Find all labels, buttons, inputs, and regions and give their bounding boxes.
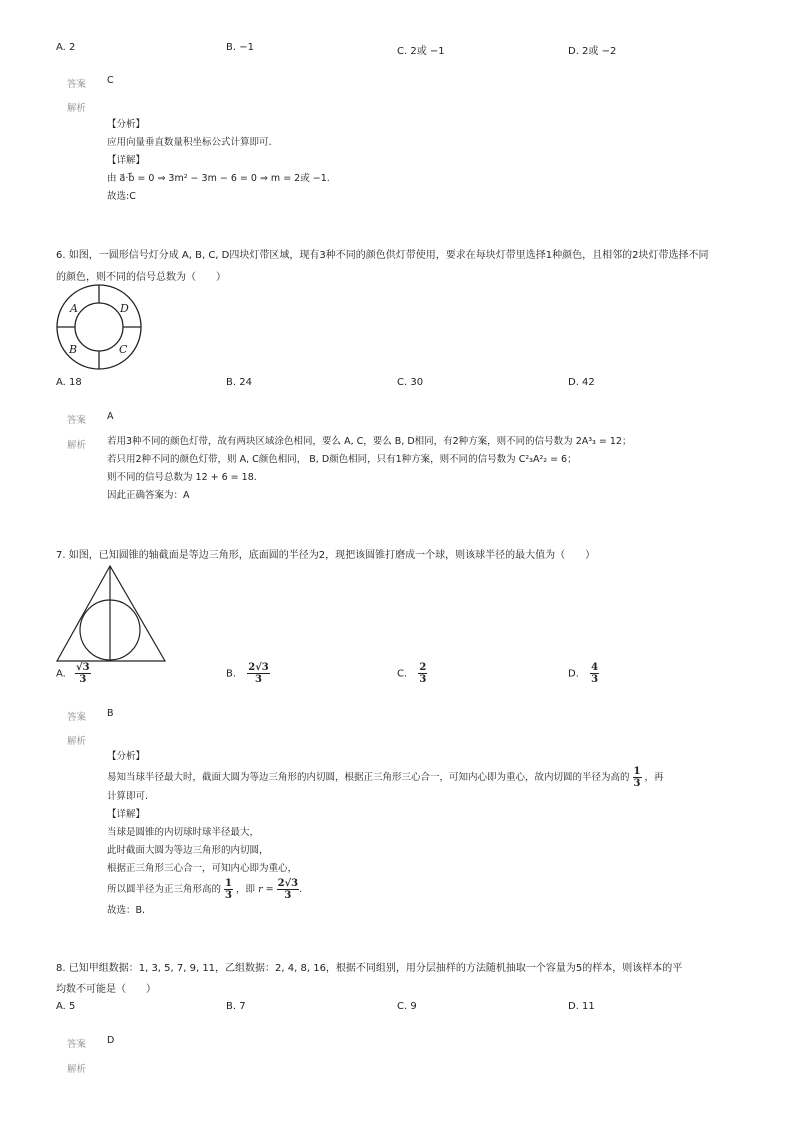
q6-answer: A [107, 411, 114, 422]
q5-analysis-label: 解析 [67, 103, 87, 114]
q7-line: 根据正三角形三心合一，可知内心即为重心， [107, 863, 298, 874]
region-b-label: B [69, 343, 78, 356]
q7-stem: 7. 如图，已知圆锥的轴截面是等边三角形，底面圆的半径为2，现把该圆锥打磨成一个球，则该球半径的最大值为（ ） [56, 550, 596, 561]
q8-option-c: C. 9 [397, 1001, 417, 1012]
q8-option-a: A. 5 [56, 1001, 76, 1012]
region-a-label: A [70, 302, 78, 315]
q7-line: 计算即可. [107, 791, 149, 802]
q6-option-d: D. 42 [568, 377, 595, 388]
q6-line: 若用3种不同的颜色灯带，故有两块区域涂色相同，要么 A, C，要么 B, D相同，有2种方案，则不同的信号数为 2A³₃ = 12； [107, 436, 632, 447]
q7-option-d: D. $\frac{4}{3}$ [568, 662, 599, 685]
q5-line: 【分析】 [107, 119, 146, 130]
q7-option-c: C. $\frac{2}{3}$ [397, 662, 427, 685]
q8-stem: 均数不可能是（ ） [56, 984, 156, 995]
q6-signal-ring-figure [52, 282, 146, 372]
q7-line: 易知当球半径最大时，截面大圆为等边三角形的内切圆，根据正三角形三心合一，可知内心即为重心，故内切圆的半径为高的 $\frac{1}{3}$ ，再 [107, 766, 664, 789]
q5-answer-label: 答案 [67, 79, 87, 90]
q7-analysis-label: 解析 [67, 736, 87, 747]
q7-option-b: B. $\frac{2√3}{3}$ [226, 662, 269, 685]
q7-line: 当球是圆锥的内切球时球半径最大， [107, 827, 260, 838]
q6-line: 因此正确答案为：A [107, 490, 190, 501]
q8-answer: D [107, 1035, 115, 1046]
q6-option-a: A. 18 [56, 377, 82, 388]
q5-line: 【详解】 [107, 155, 146, 166]
q6-stem: 6. 如图，一圆形信号灯分成 A, B, C, D四块灯带区域，现有3种不同的颜色供灯带使用，要求在每块灯带里选择1种颜色，且相邻的2块灯带选择不同 [56, 250, 709, 261]
q8-answer-label: 答案 [67, 1039, 87, 1050]
q7-line: 故选：B. [107, 905, 146, 916]
q5-answer: C [107, 75, 114, 86]
q5-option-c: C. 2或 −1 [397, 46, 445, 57]
q7-cone-section-figure [54, 562, 170, 664]
q8-option-b: B. 7 [226, 1001, 246, 1012]
q6-line: 若只用2种不同的颜色灯带，则 A, C颜色相同， B, D颜色相同，只有1种方案，则不同的信号数为 C²₃A²₂ = 6； [107, 454, 577, 465]
q8-analysis-label: 解析 [67, 1064, 87, 1075]
q6-option-c: C. 30 [397, 377, 424, 388]
region-d-label: D [120, 302, 129, 315]
region-c-label: C [119, 343, 128, 356]
q5-line: 应用向量垂直数量积坐标公式计算即可. [107, 137, 272, 148]
q5-line: 故选:C [107, 191, 136, 202]
q8-stem: 8. 已知甲组数据：1, 3, 5, 7, 9, 11，乙组数据：2, 4, 8, 16，根据不同组别，用分层抽样的方法随机抽取一个容量为5的样本，则该样本的平 [56, 963, 683, 974]
q6-option-b: B. 24 [226, 377, 252, 388]
q6-analysis-label: 解析 [67, 440, 87, 451]
q7-answer-label: 答案 [67, 712, 87, 723]
q5-line: 由 a⃗·b⃗ = 0 ⇒ 3m² − 3m − 6 = 0 ⇒ m = 2或 −1. [107, 173, 330, 184]
q5-option-a: A. 2 [56, 42, 76, 53]
q7-answer: B [107, 708, 114, 719]
q7-line: 此时截面大圆为等边三角形的内切圆， [107, 845, 269, 856]
q8-option-d: D. 11 [568, 1001, 595, 1012]
q7-line: 【详解】 [107, 809, 146, 820]
q7-line: 所以圆半径为正三角形高的 $\frac{1}{3}$ ，即 r = $\frac{2√3}{3}$ . [107, 878, 303, 901]
q6-stem: 的颜色，则不同的信号总数为（ ） [56, 272, 226, 283]
q5-option-d: D. 2或 −2 [568, 46, 617, 57]
q6-line: 则不同的信号总数为 12 + 6 = 18. [107, 472, 257, 483]
q6-answer-label: 答案 [67, 415, 87, 426]
q7-option-a: A. $\frac{√3}{3}$ [56, 662, 90, 685]
q7-line: 【分析】 [107, 751, 146, 762]
q5-option-b: B. −1 [226, 42, 254, 53]
